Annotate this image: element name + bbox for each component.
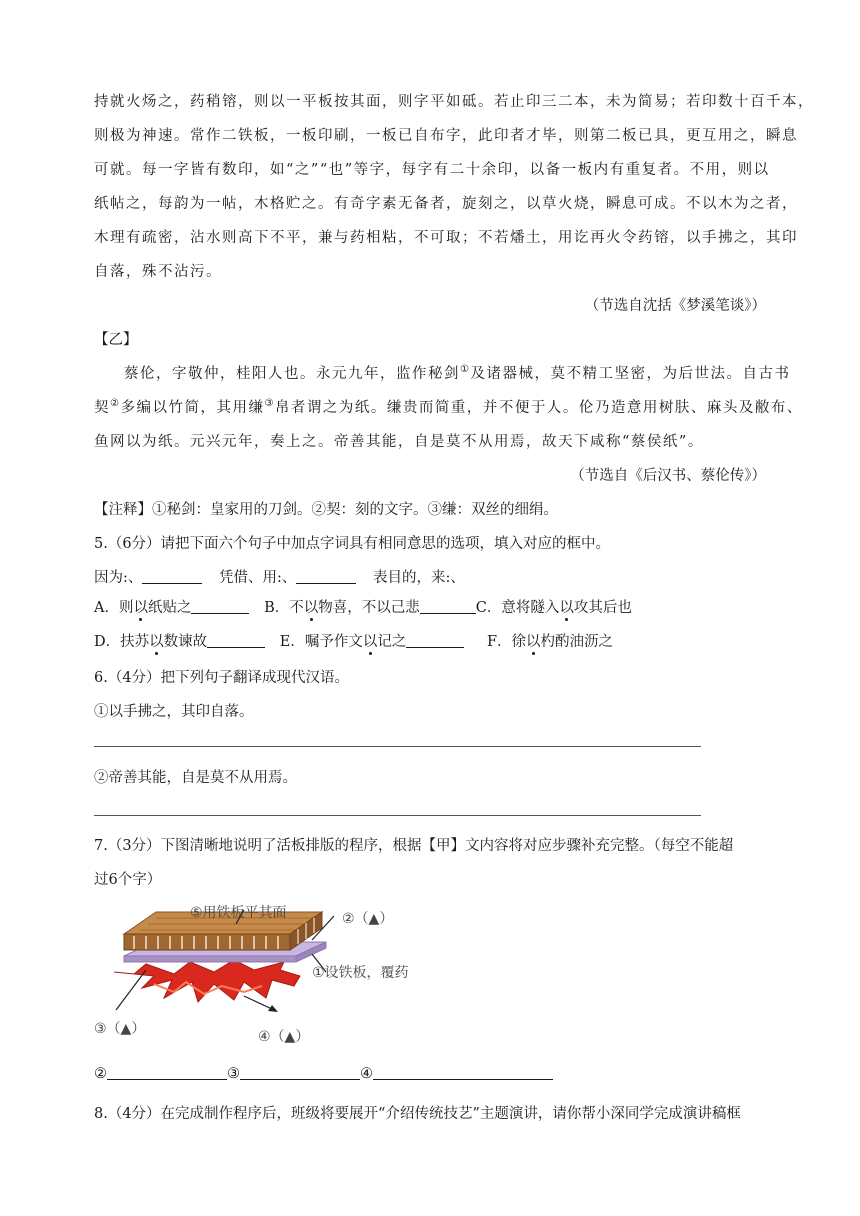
option-f: F．徐以杓酌油沥之 [487,634,613,650]
answer-blank[interactable] [406,647,464,648]
answer-blank[interactable] [191,613,249,614]
q5-category-label: 表目的，来:、 [373,570,465,586]
answer-label: ② [94,1066,107,1082]
diagram-label-4: ④（▲） [258,1029,310,1045]
diagram-label-5: ⑤用铁板平其面 [190,905,287,921]
answer-blank[interactable] [107,1079,227,1080]
answer-blank[interactable] [207,647,265,648]
footnote-marker: ① [460,364,471,376]
q6-stem: 6.（4分）把下列句子翻译成现代汉语。 [94,670,350,686]
diagram-label-2: ②（▲） [342,911,394,927]
passage-jia-line: 自落，殊不沾污。 [94,264,222,280]
q5-options-row-2 [94,630,768,651]
q5-stem: 5.（6分）请把下面六个句子中加点字词具有相同意思的选项，填入对应的框中。 [94,536,611,552]
q7-stem-line-2: 过6个字） [94,872,162,888]
q5-options-row-1 [94,596,768,617]
passage-yi-heading: 【乙】 [94,332,138,348]
passage-yi-line-3: 鱼网以为纸。元兴元年，奏上之。帝善其能，自是莫不从用焉，故天下咸称“蔡侯纸”。 [94,434,704,450]
passage-jia-line: 木理有疏密，沾水则高下不平，兼与药相粘，不可取；不若燔土，用讫再火令药镕，以手拂之，其印 [94,230,798,246]
answer-blank[interactable] [373,1079,553,1080]
passage-yi-text: 帛者谓之为纸。缣贵而简重，并不便于人。伦乃造意用树肤、麻头及敝布、 [274,400,803,416]
q5-category-label: 凭借、用:、 [219,570,297,586]
footnote-marker: ③ [264,398,275,410]
passage-yi-source: （节选自《后汉书、蔡伦传》） [570,468,766,484]
passage-yi-line-1 [124,362,791,383]
passage-jia-line: 纸帖之，每韵为一帖，木格贮之。有奇字素无备者，旋刻之，以草火烧，瞬息可成。不以木为之者， [94,196,798,212]
passage-yi-text: 及诸器械，莫不精工坚密，为后世法。自古书 [470,366,791,382]
answer-blank[interactable] [420,613,476,614]
q7-answer-row [94,1066,768,1082]
answer-label: ④ [360,1066,373,1082]
flame-shape [114,960,300,1002]
answer-line[interactable] [94,815,701,816]
option-d: D．扶苏以数谏故 [94,634,207,650]
passage-jia-line: 持就火炀之，药稍镕，则以一平板按其面，则字平如砥。若止印三二本，未为简易；若印数十百千本， [94,94,814,110]
passage-jia-source: （节选自沈括《梦溪笔谈》） [584,298,766,314]
q7-stem-line-1: 7.（3分）下图清晰地说明了活板排版的程序，根据【甲】文内容将对应步骤补充完整。（每空不能超 [94,838,734,854]
answer-label: ③ [227,1066,240,1082]
diagram-label-1: ①设铁板，覆药 [312,965,409,981]
passage-jia-line: 则极为神速。常作二铁板，一板印刷，一板已自布字，此印者才毕，则第二板已具，更互用之，瞬息 [94,128,798,144]
annotation: 【注释】①秘剑：皇家用的刀剑。②契：刻的文字。③缣：双丝的细绢。 [94,502,558,518]
option-a: A．则以纸贴之 [94,600,191,616]
passage-jia-line: 可就。每一字皆有数印，如“之”“也”等字，每字有二十余印，以备一板内有重复者。不用，则以 [94,162,770,178]
answer-blank[interactable] [296,583,356,584]
diagram-label-3: ③（▲） [94,1021,146,1037]
option-c: C．意将隧入以攻其后也 [476,600,632,616]
option-e: E．嘱予作文以记之 [280,634,407,650]
passage-yi-line-2 [94,396,803,417]
passage-yi-text: 多编以竹简，其用缣 [120,400,265,416]
passage-yi-text: 契 [94,400,110,416]
q5-categories [94,566,768,587]
q5-category-label: 因为:、 [94,570,143,586]
passage-yi-text: 蔡伦，字敬仲，桂阳人也。永元九年，监作秘剑 [124,366,460,382]
movable-type-diagram [94,902,434,1054]
option-b: B．不以物喜，不以己悲 [264,600,420,616]
answer-blank[interactable] [142,583,202,584]
answer-blank[interactable] [240,1079,360,1080]
q8-stem: 8.（4分）在完成制作程序后，班级将要展开“介绍传统技艺”主题演讲，请你帮小深同学完成演讲稿框 [94,1106,741,1122]
answer-line[interactable] [94,746,701,747]
q6-sentence-2: ②帝善其能，自是莫不从用焉。 [94,770,297,786]
footnote-marker: ② [110,398,121,410]
q6-sentence-1: ①以手拂之，其印自落。 [94,704,254,720]
